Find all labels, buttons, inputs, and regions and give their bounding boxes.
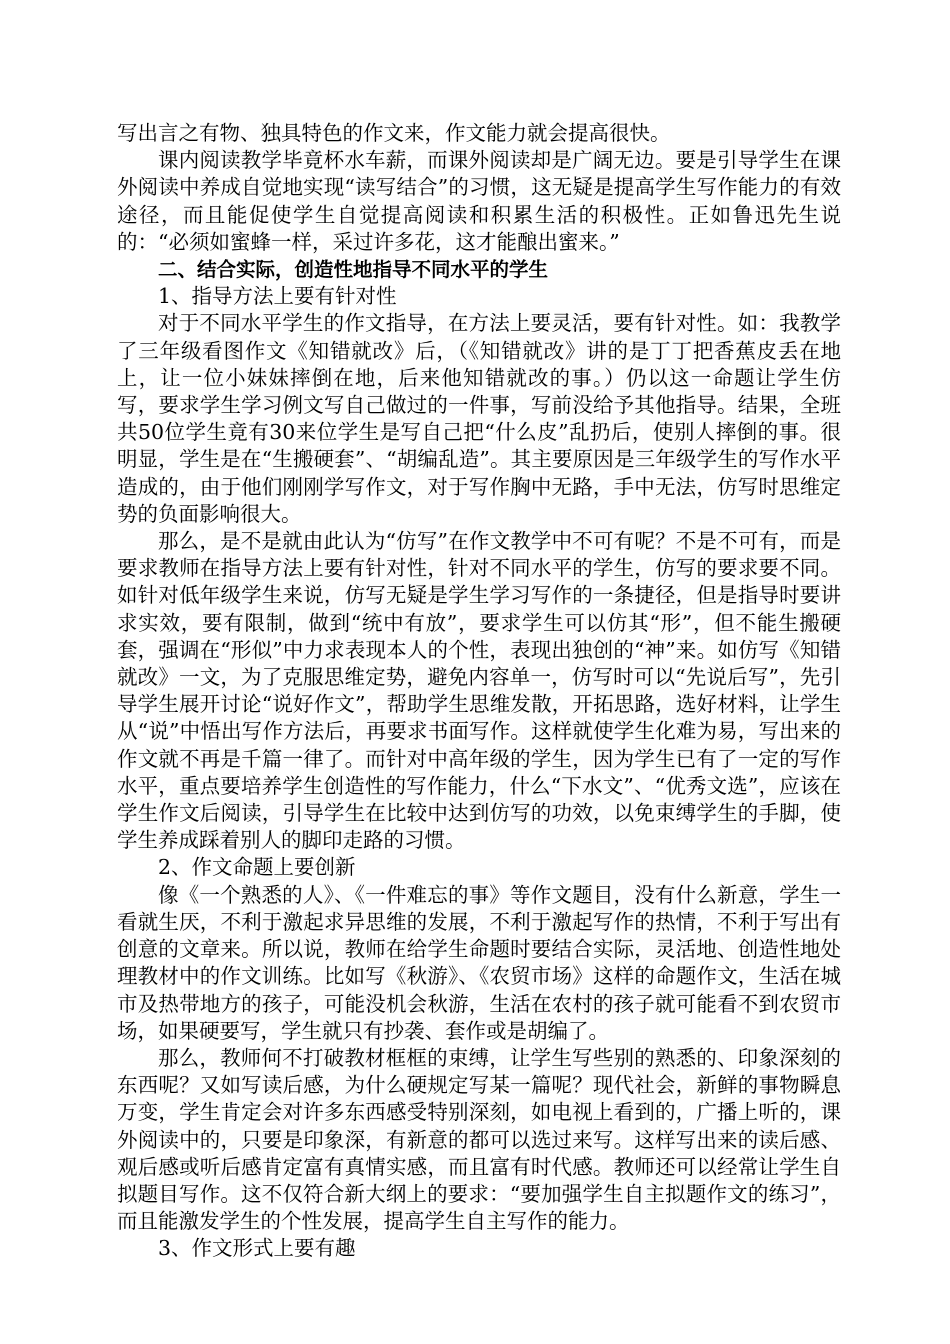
subsection-heading: 2、作文命题上要创新 <box>158 855 356 880</box>
paragraph: 那么，是不是就由此认为“仿写”在作文教学中不可有呢？不是不可有，而是要求教师在指导方法上要有针对性，针对不同水平的学生，仿写的要求要不同。如针对低年级学生来说，仿写无疑是学生学习写作的一条捷径，但是指导时要讲求实效，要有限制，做到“统中有放”，要求学生可以仿其“形”，但不能生搬硬套，强调在“形似”中力求表现本人的个性，表现出独创的“神”来。如仿写《知错就改》一文，为了克服思维定势，避免内容单一，仿写时可以“先说后写”，先引导学生展开讨论“说好作文”，帮助学生思维发散，开拓思路，选好材料，让学生从“说”中悟出写作方法后，再要求书面写作。这样就使学生化难为易，写出来的作文就不再是千篇一律了。而针对中高年级的学生，因为学生已有了一定的写作水平，重点要培养学生创造性的写作能力，什么“下水文”、“优秀文选”，应该在学生作文后阅读，引导学生在比较中达到仿写的功效，以免束缚学生的手脚，使学生养成踩着别人的脚印走路的习惯。 <box>117 529 841 853</box>
section-heading: 二、结合实际，创造性地指导不同水平的学生 <box>158 258 549 282</box>
subsection-heading: 3、作文形式上要有趣 <box>158 1236 356 1261</box>
document-page <box>117 120 841 1263</box>
subsection-heading: 1、指导方法上要有针对性 <box>158 284 397 309</box>
paragraph: 课内阅读教学毕竟杯水车薪，而课外阅读却是广阔无边。要是引导学生在课外阅读中养成自觉地实现“读写结合”的习惯，这无疑是提高学生写作能力的有效途径，而且能促使学生自觉提高阅读和积累生活的积极性。正如鲁迅先生说的：“必须如蜜蜂一样，采过许多花，这才能酿出蜜来。” <box>117 148 841 254</box>
paragraph: 像《一个熟悉的人》、《一件难忘的事》等作文题目，没有什么新意，学生一看就生厌，不利于激起求异思维的发展，不利于激起写作的热情，不利于写出有创意的文章来。所以说，教师在给学生命题时要结合实际，灵活地、创造性地处理教材中的作文训练。比如写《秋游》、《农贸市场》这样的命题作文，生活在城市及热带地方的孩子，可能没机会秋游，生活在农村的孩子就可能看不到农贸市场，如果硬要写，学生就只有抄袭、套作或是胡编了。 <box>117 882 841 1043</box>
paragraph: 写出言之有物、独具特色的作文来，作文能力就会提高很快。 <box>117 121 671 145</box>
paragraph: 那么，教师何不打破教材框框的束缚，让学生写些别的熟悉的、印象深刻的东西呢？又如写读后感，为什么硬规定写某一篇呢？现代社会，新鲜的事物瞬息万变，学生肯定会对许多东西感受特别深刻，如电视上看到的，广播上听的，课外阅读中的，只要是印象深，有新意的都可以选过来写。这样写出来的读后感、观后感或听后感肯定富有真情实感，而且富有时代感。教师还可以经常让学生自拟题目写作。这不仅符合新大纲上的要求：“要加强学生自主拟题作文的练习”，而且能激发学生的个性发展，提高学生自主写作的能力。 <box>117 1045 841 1234</box>
paragraph: 对于不同水平学生的作文指导，在方法上要灵活，要有针对性。如：我教学了三年级看图作文《知错就改》后，（《知错就改》讲的是丁丁把香蕉皮丢在地上，让一位小妹妹摔倒在地，后来他知错就改的事。）仍以这一命题让学生仿写，要求学生学习例文写自己做过的一件事，写前没给予其他指导。结果，全班共50位学生竟有30来位学生是写自己把“什么皮”乱扔后，使别人摔倒的事。很明显，学生是在“生搬硬套”、“胡编乱造”。其主要原因是三年级学生的写作水平造成的，由于他们刚刚学写作文，对于写作胸中无路，手中无法，仿写时思维定势的负面影响很大。 <box>117 311 841 526</box>
